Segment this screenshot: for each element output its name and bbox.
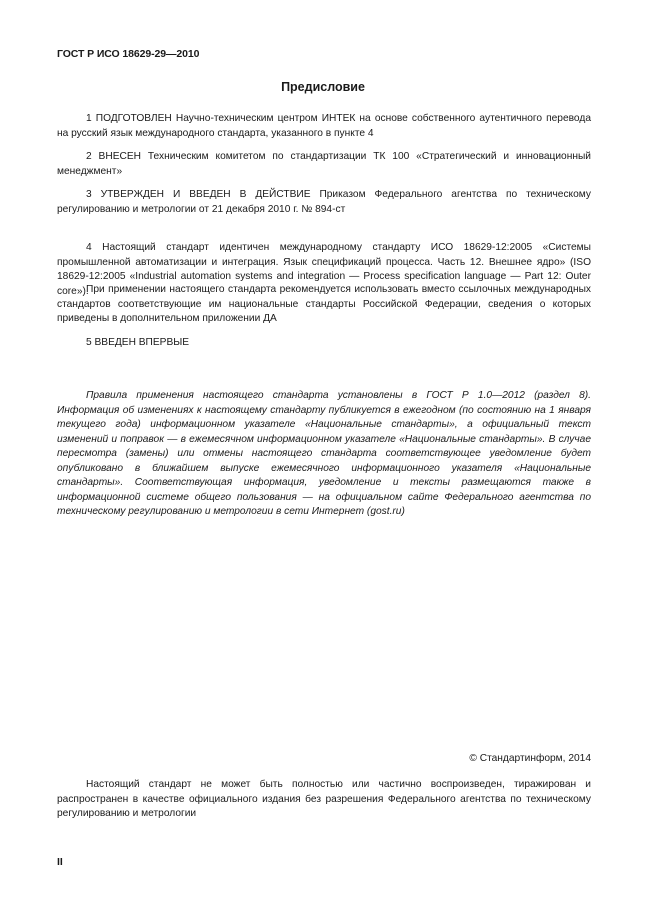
application-rules-notice: Правила применения настоящего стандарта установлены в ГОСТ Р 1.0—2012 (раздел 8). Информация об изменениях к настоящему стандарту публикуется в ежегодном (по состоянию на 1 января текущего года) информационном указателе «Национальные стандарты», а официальный текст изменений и поправок — в ежемесячном информационном указателе «Национальные стандарты». В случае пересмотра (замены) или отмены настоящего стандарта соответствующее уведомление будет опубликовано в ближайшем выпуске ежемесячного информационного указателя «Национальные стандарты». Соответствующая информация, уведомление и тексты размещаются также в информационной системе общего пользования — на официальном сайте Федерального агентства по техническому регулированию и метрологии в сети Интернет (gost.ru) xyxy=(57,390,591,517)
preface-item-1: 1 ПОДГОТОВЛЕН Научно-техническим центром ИНТЕК на основе собственного аутентичного перевода на русский язык международного стандарта, указанного в пункте 4 xyxy=(57,113,591,139)
preface-item-3: 3 УТВЕРЖДЕН И ВВЕДЕН В ДЕЙСТВИЕ Приказом Федерального агентства по техническому регулированию и метрологии от 21 декабря 2010 г. № 894-ст xyxy=(57,189,591,215)
page-number: II xyxy=(57,856,63,868)
preface-item-4-note: При применении настоящего стандарта рекомендуется использовать вместо ссылочных международных стандартов соответствующие им национальные стандарты Российской Федерации, сведения о которых приведены в дополнительном приложении ДА xyxy=(57,284,591,324)
reproduction-notice: Настоящий стандарт не может быть полностью или частично воспроизведен, тиражирован и распространен в качестве официального издания без разрешения Федерального агентства по техническому регулированию и метрологии xyxy=(57,779,591,819)
page-title: Предисловие xyxy=(281,80,365,94)
copyright-line: © Стандартинформ, 2014 xyxy=(469,753,591,764)
document-code-header: ГОСТ Р ИСО 18629-29—2010 xyxy=(57,48,200,60)
preface-item-4: 4 Настоящий стандарт идентичен международному стандарту ИСО 18629-12:2005 «Системы промышленной автоматизации и интеграция. Язык спецификаций процесса. Часть 12. Внешнее ядро» (ISO 18629-12:2005 «Industrial automation systems and integration — Process specification language — Part 12: Outer core»). xyxy=(57,242,591,297)
preface-item-2: 2 ВНЕСЕН Техническим комитетом по стандартизации ТК 100 «Стратегический и инновационный менеджмент» xyxy=(57,151,591,177)
preface-item-5: 5 ВВЕДЕН ВПЕРВЫЕ xyxy=(86,337,190,348)
